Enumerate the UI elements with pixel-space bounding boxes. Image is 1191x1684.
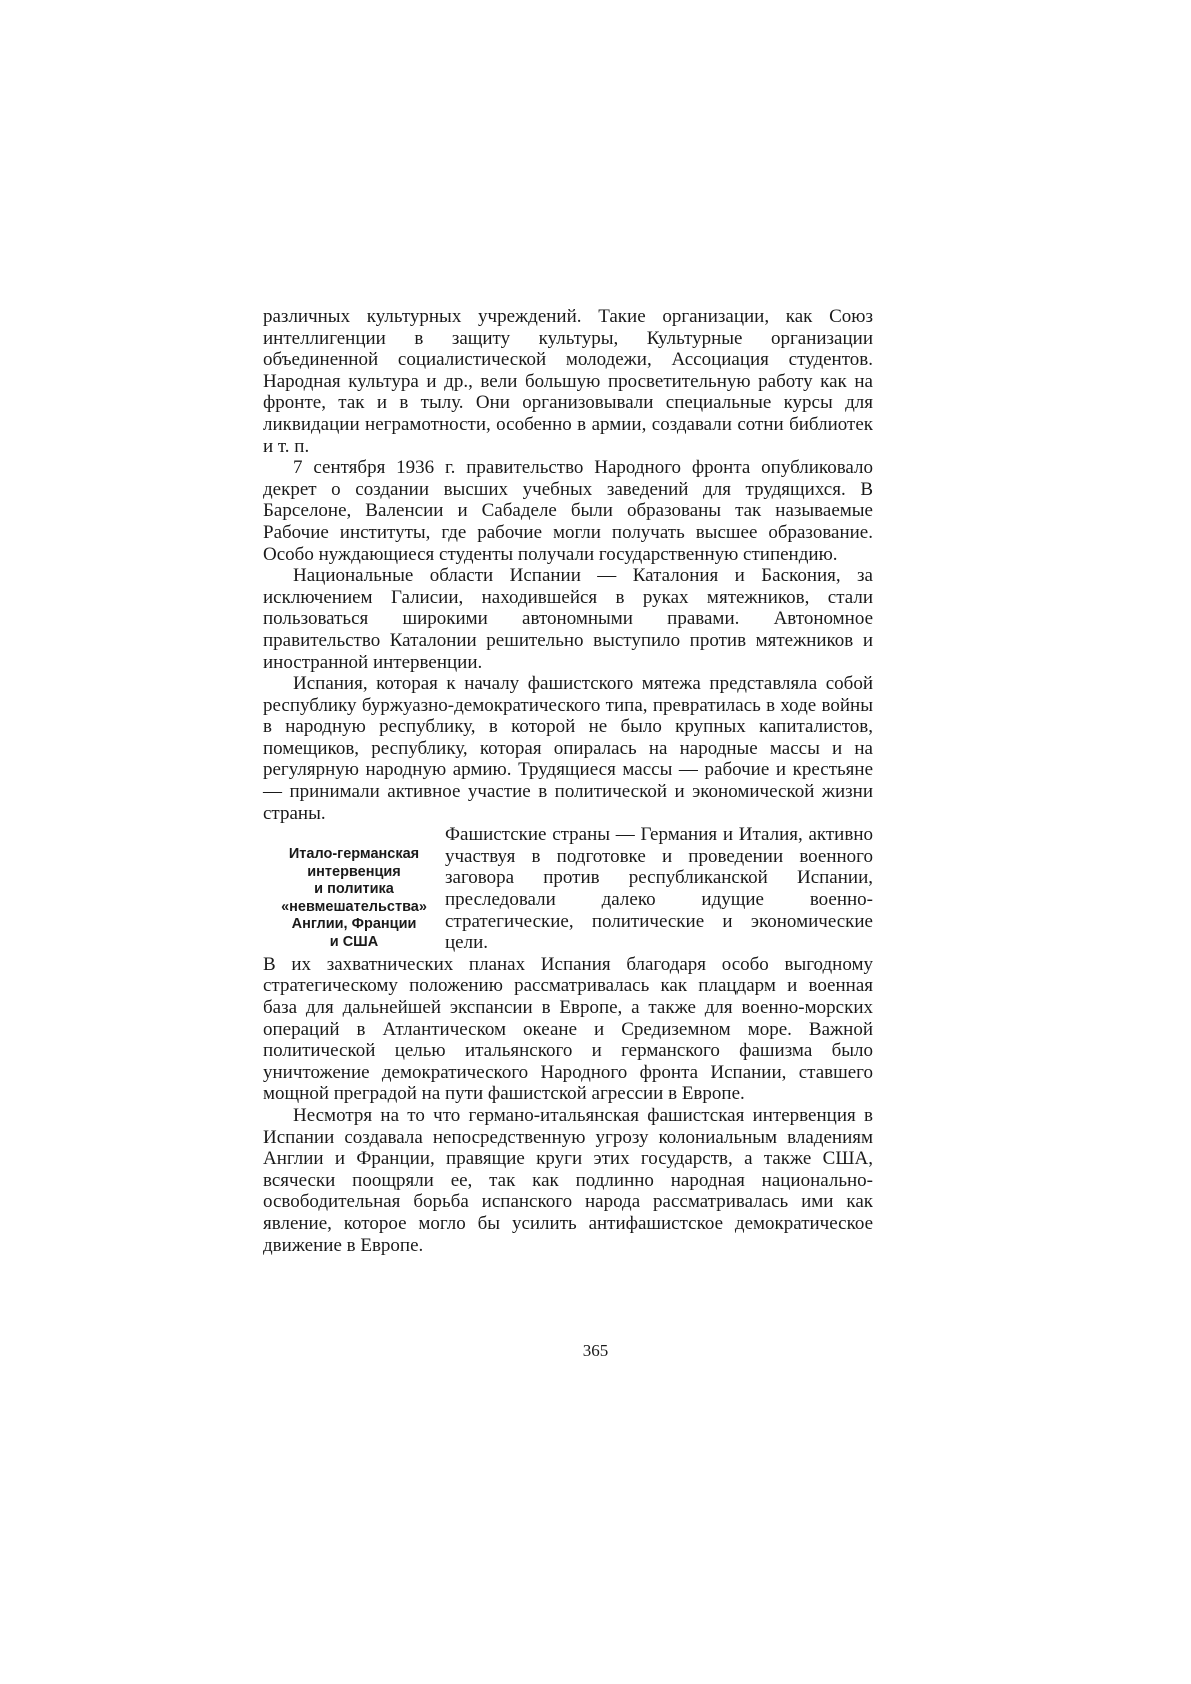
section-with-side-heading	[263, 824, 873, 954]
paragraph-higher-education-decree: 7 сентября 1936 г. правительство Народного фронта опубликовало декрет о создании высших учебных заведений для трудящихся. В Барселоне, Валенсии и Сабаделе были образованы так называемые Рабочие институты, где рабочие могли получать высшее образование. Особо нуждающиеся студенты получали государственную стипендию.	[263, 457, 873, 565]
paragraph-fascist-states: Фашистские страны — Германия и Италия, активно участвуя в подготовке и проведении военного заговора против республиканской Испании, преследовали далеко идущие военно-стратегические, политические и экономические цели.	[445, 824, 873, 954]
side-heading-line: и политика	[314, 881, 394, 898]
paragraph-non-intervention-policy: Несмотря на то что германо-итальянская фашистская интервенция в Испании создавала непосредственную угрозу колониальным владениям Англии и Франции, правящие круги этих государств, а также США, всячески поощряли ее, так как подлинно народная национально-освободительная борьба испанского народа рассматривалась ими как явление, которое могло бы усилить антифашистское демократическое движение в Европе.	[263, 1104, 873, 1256]
side-heading-line: и США	[329, 933, 379, 950]
paragraph-national-regions: Национальные области Испании — Каталония и Баскония, за исключением Галисии, находившейся в руках мятежников, стали пользоваться широкими автономными правами. Автономное правительство Каталонии решительно выступило против мятежников и иностранной интервенции.	[263, 565, 873, 673]
paragraph-strategic-plans: В их захватнических планах Испания благодаря особо выгодному стратегическому положению рассматривалась как плацдарм и военная база для дальнейшей экспансии в Европе, а также для военно-морских операций в Атлантическом океане и Средиземном море. Важной политической целью итальянского и германского фашизма было уничтожение демократического Народного фронта Испании, ставшего мощной преградой на пути фашистской агрессии в Европе.	[263, 953, 873, 1105]
side-heading-line: Англии, Франции	[291, 916, 417, 933]
side-heading-line: интервенция	[307, 863, 401, 880]
side-heading	[263, 824, 445, 951]
side-heading-line: «невмешательства»	[281, 898, 427, 915]
side-heading-line: Итало-германская	[288, 846, 420, 863]
page-body	[263, 306, 873, 1256]
paragraph-peoples-republic: Испания, которая к началу фашистского мятежа представляла собой республику буржуазно-демократического типа, превратилась в ходе войны в народную республику, в которой не было крупных капиталистов, помещиков, республику, которая опиралась на народные массы и на регулярную народную армию. Трудящиеся массы — рабочие и крестьяне — принимали активное участие в политической и экономической жизни страны.	[263, 673, 873, 824]
paragraph-cultural-institutions: различных культурных учреждений. Такие организации, как Союз интеллигенции в защиту культуры, Культурные организации объединенной социалистической молодежи, Ассоциация студентов. Народная культура и др., вели большую просветительную работу как на фронте, так и в тылу. Они организовывали специальные курсы для ликвидации неграмотности, особенно в армии, создавали сотни библиотек и т. п.	[263, 306, 873, 457]
page-number: 365	[582, 1341, 609, 1360]
